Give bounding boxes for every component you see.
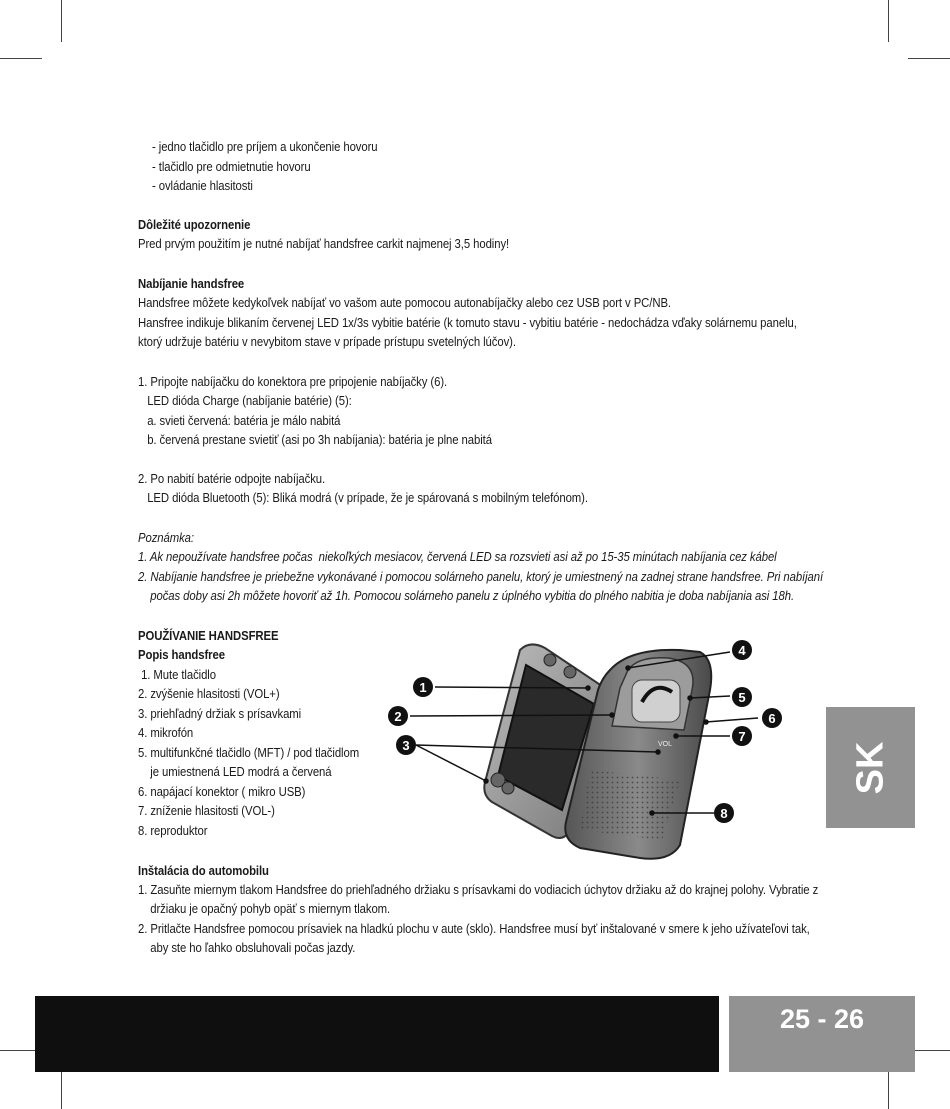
crop-mark [908, 58, 950, 59]
svg-text:2: 2 [394, 709, 402, 724]
bullet-line: - jedno tlačidlo pre príjem a ukončenie hovoru [152, 139, 378, 154]
crop-mark [0, 58, 42, 59]
svg-text:3: 3 [402, 738, 410, 753]
charging-step1-line: LED dióda Charge (nabíjanie batérie) (5): [138, 393, 352, 408]
usage-item: 7. zníženie hlasitosti (VOL-) [138, 803, 275, 818]
bullet-line: - ovládanie hlasitosti [152, 178, 253, 193]
crop-mark [61, 0, 62, 42]
crop-mark [888, 1067, 889, 1109]
svg-text:7: 7 [738, 729, 746, 744]
svg-text:8: 8 [720, 806, 728, 821]
charging-line: Handsfree môžete kedykoľvek nabíjať vo vašom aute pomocou autonabíjačky alebo cez USB port v PC/NB. [138, 295, 671, 310]
crop-mark [61, 1067, 62, 1109]
install-line: držiaku je opačný pohyb opäť s miernym tlakom. [138, 901, 391, 916]
charging-step1-line: a. svieti červená: batéria je málo nabitá [138, 413, 341, 428]
page-numbers: 25 - 26 [779, 1004, 865, 1034]
note-line: 1. Ak nepoužívate handsfree počas niekoľkých mesiacov, červená LED sa rozsvieti asi až po 15-35 minútach nabíjania cez kábel [138, 549, 777, 564]
note-line: 2. Nabíjanie handsfree je priebežne vykonávané i pomocou solárneho panelu, ktorý je umiestnený na zadnej strane handsfree. Pri nabíjaní [138, 569, 824, 584]
install-heading: Inštalácia do automobilu [138, 863, 269, 878]
usage-item: 8. reproduktor [138, 823, 208, 838]
charging-step1-line: 1. Pripojte nabíjačku do konektora pre pripojenie nabíjačky (6). [138, 374, 448, 389]
svg-text:1: 1 [419, 680, 427, 695]
install-line: 1. Zasuňte miernym tlakom Handsfree do priehľadného držiaku s prísavkami do vodiacich úchytov držiaku až do krajnej polohy. Vybratie z [138, 882, 819, 897]
charging-step2-line: LED dióda Bluetooth (5): Bliká modrá (v prípade, že je spárovaná s mobilným telefónom). [138, 490, 588, 505]
important-text: Pred prvým použitím je nutné nabíjať handsfree carkit najmenej 3,5 hodiny! [138, 236, 510, 251]
language-tab-label: SK [849, 741, 891, 794]
svg-text:4: 4 [738, 643, 746, 658]
usage-item: je umiestnená LED modrá a červená [138, 764, 332, 779]
note-heading: Poznámka: [138, 530, 194, 545]
charging-step2-line: 2. Po nabití batérie odpojte nabíjačku. [138, 471, 326, 486]
install-line: 2. Pritlačte Handsfree pomocou prísaviek na hladkú plochu v aute (sklo). Handsfree musí byť inštalované v smere k jeho užívateľovi tak, [138, 921, 810, 936]
important-heading: Dôležité upozornenie [138, 217, 251, 232]
svg-text:6: 6 [768, 711, 776, 726]
charging-line: ktorý udržuje batériu v nevybitom stave v prípade prístupu svetelných lúčov). [138, 334, 516, 349]
page-number-box [729, 996, 915, 1072]
usage-subheading: Popis handsfree [138, 647, 225, 662]
usage-heading: POUŽÍVANIE HANDSFREE [138, 628, 279, 643]
charging-line: Hansfree indikuje blikaním červenej LED 1x/3s vybitie batérie (k tomuto stavu - vybitiu batérie - nedochádza vďaky solárnemu panelu, [138, 315, 797, 330]
usage-item: 1. Mute tlačidlo [138, 667, 216, 682]
charging-step1-line: b. červená prestane svietiť (asi po 3h nabíjania): batéria je plne nabitá [138, 432, 492, 447]
svg-text:5: 5 [738, 690, 746, 705]
handsfree-illustration [380, 630, 790, 868]
usage-item: 6. napájací konektor ( mikro USB) [138, 784, 306, 799]
note-line: počas doby asi 2h môžete hovoriť až 1h. Pomocou solárneho panelu z úplného vybitia do plného nabitia je doba nabíjania asi 18h. [138, 588, 795, 603]
language-tab [826, 707, 915, 828]
bullet-line: - tlačidlo pre odmietnutie hovoru [152, 159, 311, 174]
vol-label: VOL [658, 741, 673, 748]
charging-heading: Nabíjanie handsfree [138, 276, 245, 291]
crop-mark [888, 0, 889, 42]
usage-item: 5. multifunkčné tlačidlo (MFT) / pod tlačidlom [138, 745, 360, 760]
install-line: aby ste ho ľahko obsluhovali počas jazdy. [138, 940, 356, 955]
footer-bar [35, 996, 719, 1072]
usage-item: 2. zvýšenie hlasitosti (VOL+) [138, 686, 280, 701]
usage-item: 3. priehľadný držiak s prísavkami [138, 706, 302, 721]
usage-item: 4. mikrofón [138, 725, 194, 740]
